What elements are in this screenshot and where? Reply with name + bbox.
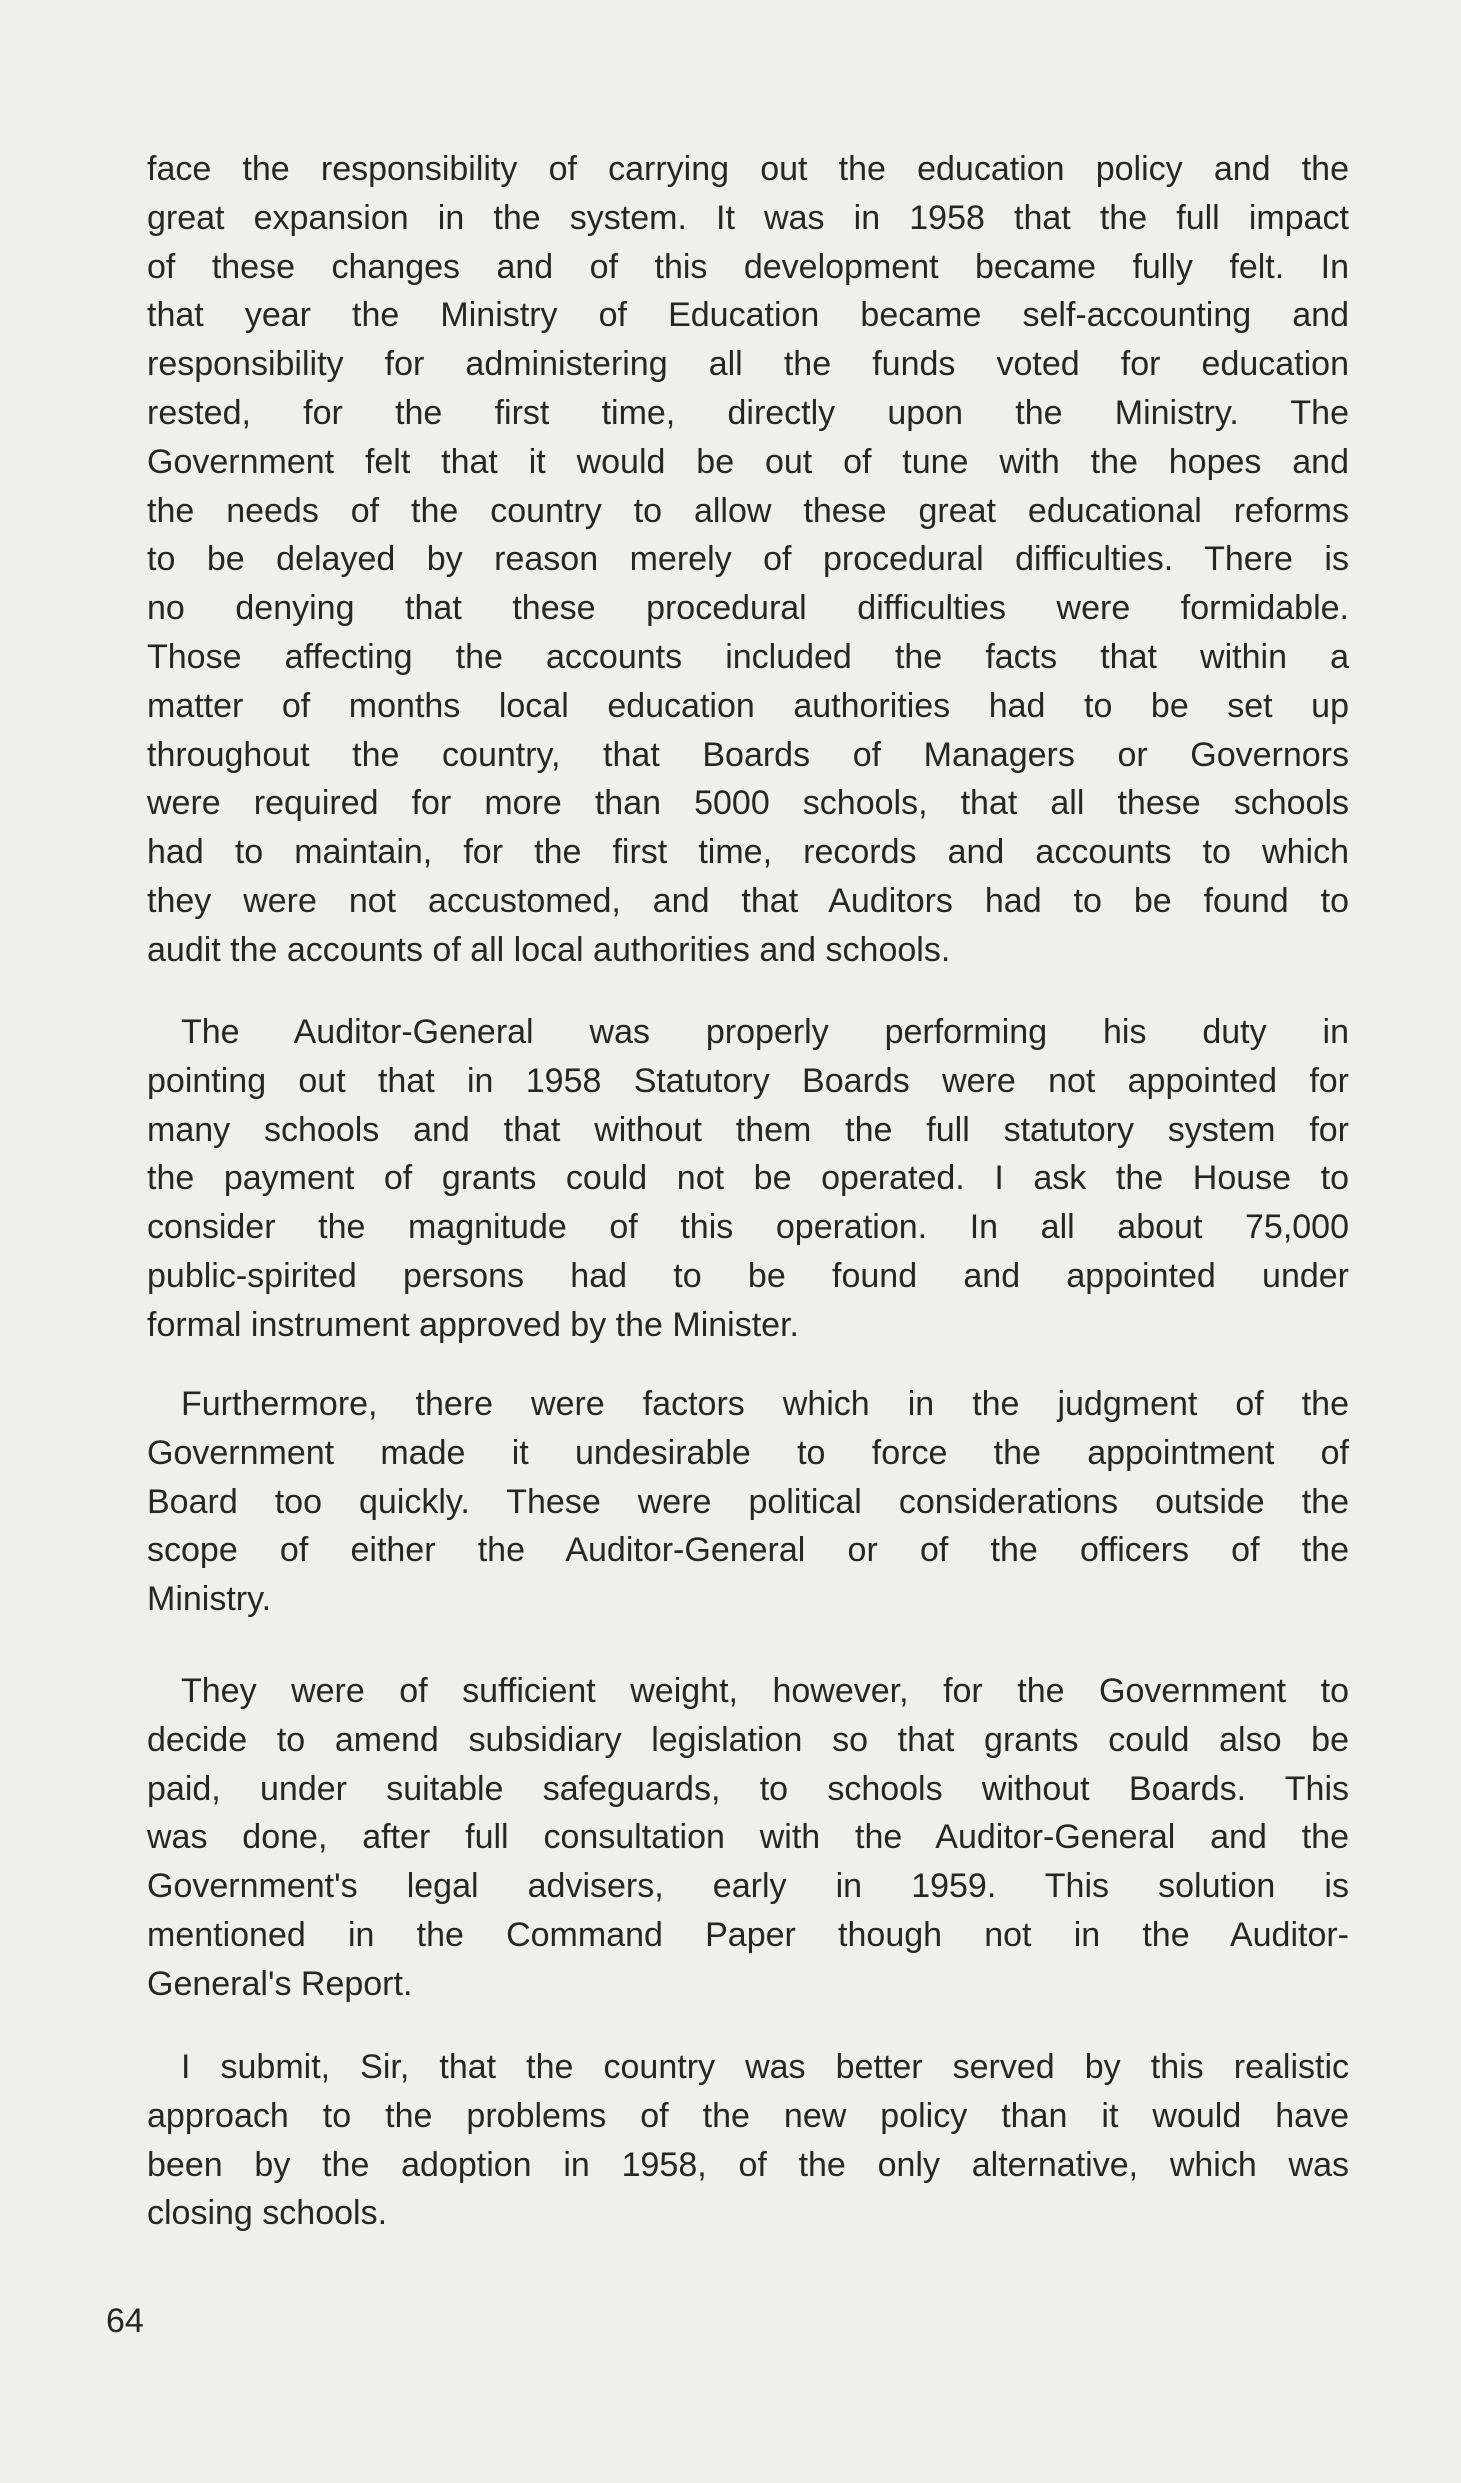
text-line: pointing out that in 1958 Statutory Boards were not appointed for	[147, 1061, 1349, 1100]
text-line: rested, for the first time, directly upon the Ministry. The	[147, 393, 1349, 432]
text-line: had to maintain, for the first time, records and accounts to which	[147, 833, 1349, 872]
text-line: been by the adoption in 1958, of the only alternative, which was	[147, 2145, 1349, 2184]
text-line: matter of months local education authorities had to be set up	[147, 686, 1349, 725]
text-line: of these changes and of this development became fully felt. In	[147, 247, 1349, 286]
text-line: scope of either the Auditor-General or of the officers of the	[147, 1531, 1349, 1570]
text-line: approach to the problems of the new policy than it would have	[147, 2096, 1349, 2135]
text-line: audit the accounts of all local authorities and schools.	[147, 930, 951, 969]
text-line: formal instrument approved by the Minister.	[147, 1305, 799, 1344]
text-line: Those affecting the accounts included the facts that within a	[147, 637, 1349, 676]
text-line: Government's legal advisers, early in 1959. This solution is	[147, 1867, 1349, 1906]
text-line: to be delayed by reason merely of procedural difficulties. There is	[147, 540, 1349, 579]
paragraph-4	[147, 1667, 1349, 2009]
paragraph-2	[147, 1008, 1349, 1350]
text-line: I submit, Sir, that the country was better served by this realistic	[181, 2048, 1349, 2086]
text-line: throughout the country, that Boards of Managers or Governors	[147, 735, 1349, 774]
text-line: that year the Ministry of Education became self-accounting and	[147, 296, 1349, 335]
text-line: they were not accustomed, and that Auditors had to be found to	[147, 881, 1349, 920]
paragraph-1	[147, 145, 1349, 975]
text-line: the payment of grants could not be operated. I ask the House to	[147, 1159, 1349, 1198]
text-line: Furthermore, there were factors which in the judgment of the	[181, 1385, 1349, 1423]
text-line: face the responsibility of carrying out the education policy and the	[147, 150, 1349, 188]
text-line: great expansion in the system. It was in 1958 that the full impact	[147, 198, 1349, 237]
text-line: were required for more than 5000 schools, that all these schools	[147, 784, 1349, 823]
text-line: General's Report.	[147, 1964, 413, 2003]
text-line: public-spirited persons had to be found and appointed under	[147, 1256, 1349, 1295]
text-line: closing schools.	[147, 2194, 388, 2233]
text-line: The Auditor-General was properly performing his duty in	[181, 1013, 1349, 1051]
paragraph-3	[147, 1380, 1349, 1624]
paragraph-5	[147, 2043, 1349, 2238]
text-line: Ministry.	[147, 1580, 272, 1619]
text-line: They were of sufficient weight, however, for the Government to	[181, 1672, 1349, 1710]
page-number: 64	[106, 2302, 144, 2340]
text-line: Government made it undesirable to force the appointment of	[147, 1433, 1349, 1472]
text-line: responsibility for administering all the funds voted for education	[147, 345, 1349, 384]
text-line: paid, under suitable safeguards, to schools without Boards. This	[147, 1769, 1349, 1808]
text-line: mentioned in the Command Paper though not in the Auditor-	[147, 1915, 1349, 1954]
text-line: decide to amend subsidiary legislation so that grants could also be	[147, 1720, 1349, 1759]
text-line: many schools and that without them the full statutory system for	[147, 1110, 1349, 1149]
text-line: was done, after full consultation with the Auditor-General and the	[147, 1818, 1349, 1857]
text-line: Board too quickly. These were political considerations outside the	[147, 1482, 1349, 1521]
text-line: the needs of the country to allow these great educational reforms	[147, 491, 1349, 530]
text-line: no denying that these procedural difficulties were formidable.	[147, 589, 1349, 628]
text-line: consider the magnitude of this operation. In all about 75,000	[147, 1208, 1349, 1247]
text-line: Government felt that it would be out of tune with the hopes and	[147, 442, 1349, 481]
